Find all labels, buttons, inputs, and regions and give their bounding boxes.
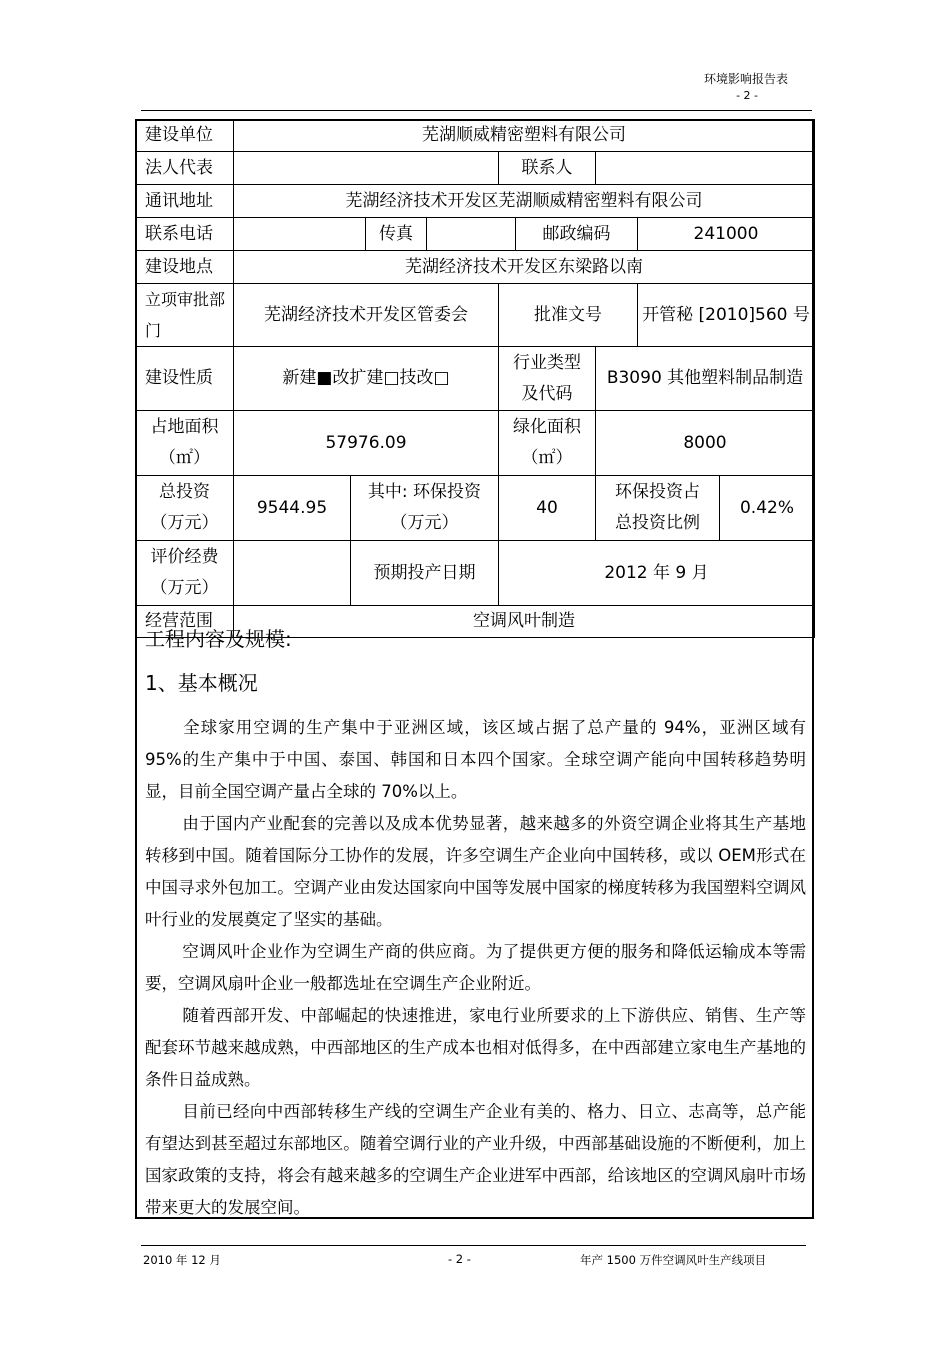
- area-label: [136, 411, 234, 476]
- phone-label: 联系电话: [136, 218, 234, 251]
- nature-value: 新建■改扩建□技改□: [234, 347, 499, 411]
- rep-value: [234, 152, 499, 185]
- site-label: 建设地点: [136, 251, 234, 284]
- postcode-value: 241000: [638, 218, 815, 251]
- prod-date-label: 预期投产日期: [351, 541, 499, 606]
- contact-label: 联系人: [499, 152, 596, 185]
- approval-dept-label: 立项审批部门: [136, 284, 234, 347]
- fee-label-line1: 评价经费: [150, 547, 219, 567]
- paragraph-5: 目前已经向中西部转移生产线的空调生产企业有美的、格力、日立、志高等，总产能有望达到甚至超过东部地区。随着空调行业的产业升级，中西部基础设施的不断便利，加上国家政策的支持，将会有越来越多的空调生产企业进军中西部，给该地区的空调风扇叶市场带来更大的发展空间。: [145, 1102, 806, 1217]
- industry-label-line2: 及代码: [521, 383, 573, 404]
- paragraph-1: 全球家用空调的生产集中于亚洲区域，该区域占据了总产量的 94%，亚洲区域有 95%的生产集中于中国、泰国、韩国和日本四个国家。全球空调产能向中国转移趋势明显，目前全国空调产量占全球的 70%以上。: [145, 718, 806, 801]
- address-value: 芜湖经济技术开发区芜湖顺威精密塑料有限公司: [234, 185, 815, 218]
- nature-label: 建设性质: [136, 347, 234, 411]
- approval-dept-value: 芜湖经济技术开发区管委会: [234, 284, 499, 347]
- footer-project: 年产 1500 万件空调风叶生产线项目: [580, 1253, 767, 1267]
- scope-label: 经营范围: [136, 606, 234, 638]
- env-invest-label: [351, 476, 499, 541]
- approval-no-value: 开管秘 [2010]560 号: [638, 284, 815, 347]
- env-invest-label-line2: （万元）: [390, 513, 459, 533]
- industry-value: B3090 其他塑料制品制造: [596, 347, 815, 411]
- green-label-line1: 绿化面积: [513, 417, 581, 437]
- fax-value: [427, 218, 516, 251]
- env-invest-value: 40: [499, 476, 596, 541]
- approval-no-label: 批准文号: [499, 284, 638, 347]
- area-label-line1: 占地面积: [150, 417, 219, 437]
- ratio-label-line2: 总投资比例: [615, 513, 700, 533]
- unit-label: 建设单位: [136, 120, 234, 152]
- contact-value: [596, 152, 815, 185]
- ratio-label-line1: 环保投资占: [615, 482, 700, 502]
- env-invest-label-line1: 其中: 环保投资: [367, 482, 482, 502]
- fee-label-line2: （万元）: [150, 578, 219, 598]
- address-label: 通讯地址: [136, 185, 234, 218]
- unit-value: 芜湖顺威精密塑料有限公司: [234, 120, 815, 152]
- ratio-label: [596, 476, 720, 541]
- postcode-label: 邮政编码: [516, 218, 638, 251]
- header-title: 环境影响报告表: [703, 72, 788, 86]
- phone-value: [234, 218, 366, 251]
- industry-label: [499, 347, 596, 411]
- area-value: 57976.09: [234, 411, 499, 476]
- paragraph-3: 空调风叶企业作为空调生产商的供应商。为了提供更方便的服务和降低运输成本等需要，空调风扇叶企业一般都选址在空调生产企业附近。: [145, 942, 806, 993]
- project-info-table: [135, 119, 815, 638]
- invest-label: [136, 476, 234, 541]
- invest-label-line2: （万元）: [150, 513, 219, 533]
- area-label-line2: （㎡）: [159, 448, 210, 468]
- header-page-number: - 2 -: [736, 89, 758, 102]
- industry-label-line1: 行业类型: [513, 352, 581, 373]
- fee-value: [234, 541, 351, 606]
- green-label: [499, 411, 596, 476]
- fee-label: [136, 541, 234, 606]
- site-value: 芜湖经济技术开发区东梁路以南: [234, 251, 815, 284]
- fax-label: 传真: [366, 218, 427, 251]
- invest-value: 9544.95: [234, 476, 351, 541]
- subsection-heading: 1、基本概况: [145, 671, 258, 695]
- header-rule: [141, 110, 812, 111]
- ratio-value: 0.42%: [720, 476, 815, 541]
- rep-label: 法人代表: [136, 152, 234, 185]
- footer-rule: [141, 1245, 806, 1246]
- footer-date: 2010 年 12 月: [143, 1253, 221, 1267]
- prod-date-value: 2012 年 9 月: [499, 541, 815, 606]
- green-value: 8000: [596, 411, 815, 476]
- scope-value: 空调风叶制造: [234, 606, 815, 638]
- green-label-line2: （㎡）: [521, 448, 573, 468]
- paragraph-4: 随着西部开发、中部崛起的快速推进，家电行业所要求的上下游供应、销售、生产等配套环节越来越成熟，中西部地区的生产成本也相对低得多，在中西部建立家电生产基地的条件日益成熟。: [145, 1006, 806, 1089]
- invest-label-line1: 总投资: [159, 482, 210, 502]
- section-heading: 工程内容及规模:: [145, 627, 292, 651]
- paragraph-2: 由于国内产业配套的完善以及成本优势显著，越来越多的外资空调企业将其生产基地转移到中国。随着国际分工协作的发展，许多空调生产企业向中国转移，或以 OEM形式在中国寻求外包加工。空调产业由发达国家向中国等发展中国家的梯度转移为我国塑料空调风叶行业的发展奠定了坚实的基础。: [145, 814, 806, 929]
- footer-page-number: - 2 -: [448, 1252, 471, 1266]
